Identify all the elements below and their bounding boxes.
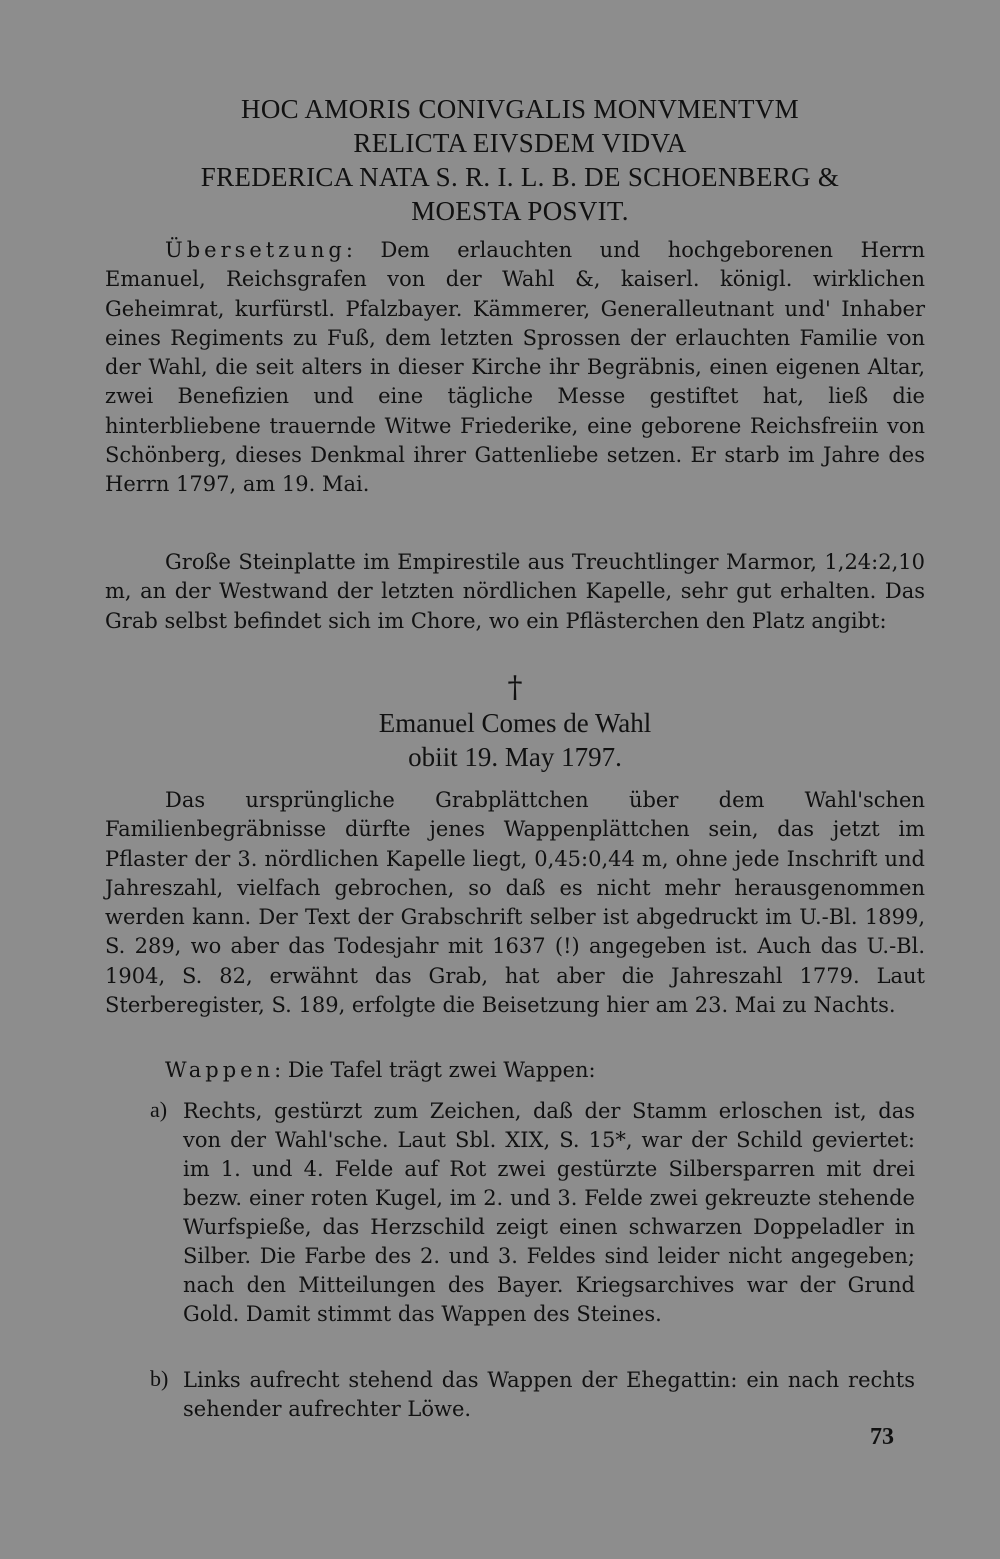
translation-label: Übersetzung xyxy=(165,238,346,262)
inscription-line: FREDERICA NATA S. R. I. L. B. DE SCHOENBERG & xyxy=(200,162,840,192)
wappen-label: Wappen xyxy=(165,1058,275,1082)
item-label-b: b) xyxy=(150,1366,169,1391)
description-paragraph: Große Steinplatte im Empirestile aus Treuchtlinger Marmor, 1,24:2,10 m, an der Westwand der letzten nördlichen Kapelle, sehr gut erhalten. Das Grab selbst befindet sich im Chore, wo ein Pflästerchen den Platz angibt: xyxy=(105,550,925,633)
item-text-b: Links aufrecht stehend das Wappen der Ehegattin: ein nach rechts sehender aufrechter Löwe. xyxy=(183,1368,915,1421)
inscription-line: MOESTA POSVIT. xyxy=(411,196,629,226)
inscription-line: HOC AMORIS CONIVGALIS MONVMENTVM xyxy=(241,94,799,124)
cross-symbol: † xyxy=(507,670,523,705)
inscription-line: RELICTA EIVSDEM VIDVA xyxy=(353,128,687,158)
translation-text: : Dem erlauchten und hochgeborenen Herrn Emanuel, Reichsgrafen von der Wahl &, kaiserl. königl. wirklichen Geheimrat, kurfürstl. Pfalzbayer. Kämmerer, Generalleutnant und' Inhaber eines Regiments zu Fuß, dem letzten Sprossen der erlauchten Familie von der Wahl, die seit alters in dieser Kirche ihr Begräbnis, einen eigenen Altar, zwei Benefizien und eine tägliche Messe gestiftet hat, ließ die hinterbliebene trauernde Witwe Friederike, eine geborene Reichsfreiin von Schönberg, dieses Denkmal ihrer Gattenliebe setzen. Er starb im Jahre des Herrn 1797, am 19. Mai. xyxy=(105,238,925,497)
item-text-a: Rechts, gestürzt zum Zeichen, daß der Stamm erloschen ist, das von der Wahl'sche. Laut Sbl. XIX, S. 15*, war der Schild geviertet: im 1. und 4. Felde auf Rot zwei gestürzte Silbersparren mit drei bezw. einer roten Kugel, im 2. und 3. Felde zwei gekreuzte stehende Wurfspieße, das Herzschild zeigt einen schwarzen Doppeladler in Silber. Die Farbe des 2. und 3. Feldes sind leider nicht angegeben; nach den Mitteilungen des Bayer. Kriegsarchives war der Grund Gold. Damit stimmt das Wappen des Steines. xyxy=(183,1099,915,1326)
epitaph xyxy=(200,706,830,774)
item-label-a: a) xyxy=(150,1097,168,1122)
epitaph-line: Emanuel Comes de Wahl xyxy=(378,708,652,738)
translation-paragraph xyxy=(105,236,925,500)
wappen-intro-text: : Die Tafel trägt zwei Wappen: xyxy=(274,1058,596,1082)
burial-paragraph: Das ursprüngliche Grabplättchen über dem Wahl'schen Familienbegräbnisse dürfte jenes Wappenplättchen sein, das jetzt im Pflaster der 3. nördlichen Kapelle liegt, 0,45:0,44 m, ohne jede Inschrift und Jahreszahl, vielfach gebrochen, so daß es nicht mehr herausgenommen werden kann. Der Text der Grabschrift selber ist abgedruckt im U.-Bl. 1899, S. 289, wo aber das Todesjahr mit 1637 (!) angegeben ist. Auch das U.-Bl. 1904, S. 82, erwähnt das Grab, hat aber die Jahreszahl 1779. Laut Sterberegister, S. 189, erfolgte die Beisetzung hier am 23. Mai zu Nachts. xyxy=(105,788,925,1018)
wappen-intro xyxy=(105,1056,925,1085)
epitaph-line: obiit 19. May 1797. xyxy=(408,742,622,772)
latin-inscription xyxy=(100,92,940,228)
page-number: 73 xyxy=(870,1424,894,1450)
